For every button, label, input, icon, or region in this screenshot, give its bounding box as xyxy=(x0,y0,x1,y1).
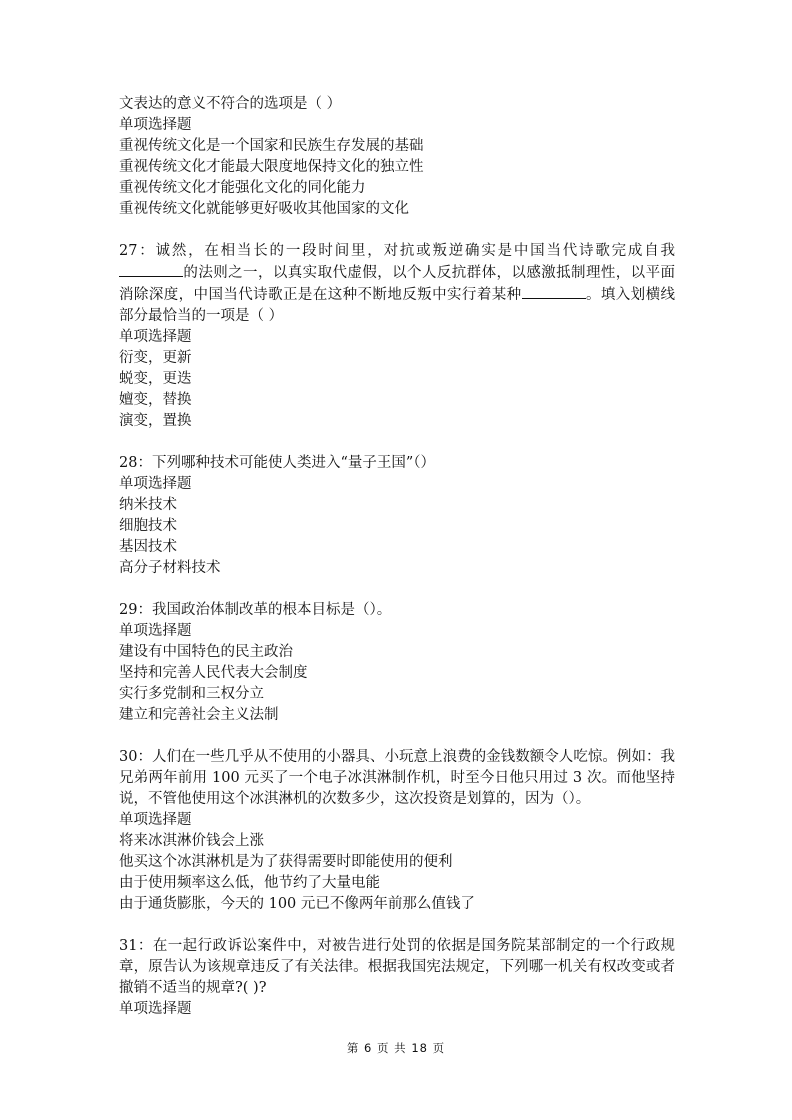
q30-option-c: 由于使用频率这么低，他节约了大量电能 xyxy=(119,875,380,891)
q26-option-d: 重视传统文化就能够更好吸收其他国家的文化 xyxy=(119,201,409,217)
q27-option-b: 蜕变，更迭 xyxy=(119,371,192,387)
q27-option-c: 嬗变，替换 xyxy=(119,392,192,408)
page-footer: 第 6 页 共 18 页 xyxy=(346,1041,446,1055)
q26-stem: 文表达的意义不符合的选项是（ ） xyxy=(119,96,342,112)
q26-option-c: 重视传统文化才能强化文化的同化能力 xyxy=(119,180,366,196)
q26-type: 单项选择题 xyxy=(119,117,192,133)
document-page xyxy=(119,94,675,1020)
fill-blank-2 xyxy=(522,284,586,299)
q28-stem: 28：下列哪种技术可能使人类进入“量子王国”（） xyxy=(119,455,436,471)
q31-stem: 31：在一起行政诉讼案件中，对被告进行处罚的依据是国务院某部制定的一个行政规章，原告认为该规章违反了有关法律。根据我国宪法规定，下列哪一机关有权改变或者撤销不适当的规章?( )? xyxy=(119,938,675,996)
q27-option-d: 演变，置换 xyxy=(119,413,192,429)
q26-option-a: 重视传统文化是一个国家和民族生存发展的基础 xyxy=(119,138,424,154)
q31-type: 单项选择题 xyxy=(119,1001,192,1017)
q28-type: 单项选择题 xyxy=(119,476,192,492)
q27-option-a: 衍变，更新 xyxy=(119,350,192,366)
q29-option-a: 建设有中国特色的民主政治 xyxy=(119,644,293,660)
q28-option-c: 基因技术 xyxy=(119,539,177,555)
q30-option-b: 他买这个冰淇淋机是为了获得需要时即能使用的便利 xyxy=(119,854,453,870)
fill-blank-1 xyxy=(119,262,183,277)
q27-stem: 27：诚然，在相当长的一段时间里，对抗或叛逆确实是中国当代诗歌完成自我的法则之一，以真实取代虚假，以个人反抗群体，以感激抵制理性，以平面消除深度，中国当代诗歌正是在这种不断地反叛中实行着某种 。填入划横线部分最恰当的一项是（ ） xyxy=(119,243,676,324)
q28-option-d: 高分子材料技术 xyxy=(119,560,221,576)
q26-option-b: 重视传统文化才能最大限度地保持文化的独立性 xyxy=(119,159,424,175)
q29-option-c: 实行多党制和三权分立 xyxy=(119,686,264,702)
q29-option-b: 坚持和完善人民代表大会制度 xyxy=(119,665,308,681)
q29-type: 单项选择题 xyxy=(119,623,192,639)
q27-type: 单项选择题 xyxy=(119,329,192,345)
q30-type: 单项选择题 xyxy=(119,812,192,828)
q30-option-a: 将来冰淇淋价钱会上涨 xyxy=(119,833,264,849)
q29-option-d: 建立和完善社会主义法制 xyxy=(119,707,279,723)
q28-option-a: 纳米技术 xyxy=(119,497,177,513)
q30-option-d: 由于通货膨胀，今天的 100 元已不像两年前那么值钱了 xyxy=(119,896,475,912)
q28-option-b: 细胞技术 xyxy=(119,518,177,534)
q29-stem: 29：我国政治体制改革的根本目标是（）。 xyxy=(119,602,392,618)
q30-stem: 30：人们在一些几乎从不使用的小器具、小玩意上浪费的金钱数额令人吃惊。例如：我兄弟两年前用 100 元买了一个电子冰淇淋制作机，时至今日他只用过 3 次。而他坚持说，不管他使用这个冰淇淋机的次数多少，这次投资是划算的，因为（）。 xyxy=(119,749,675,807)
